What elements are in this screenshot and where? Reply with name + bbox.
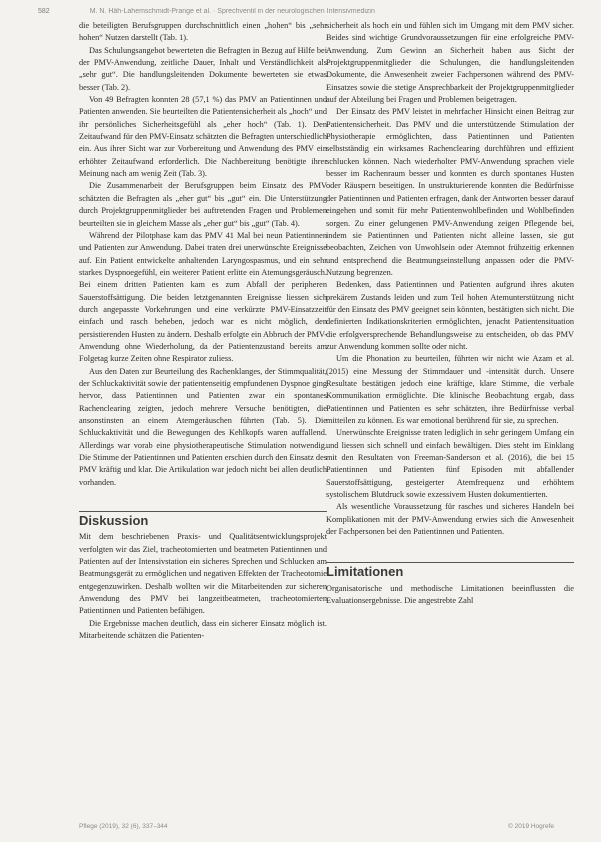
right-paragraph: Organisatorische und methodische Limitationen beeinflussten die Evaluationsergebnisse. Die angestrebte Zahl — [326, 583, 574, 606]
left-paragraph: Während der Pilotphase kam das PMV 41 Mal bei neun Patientinnen und Patienten zur Anwendung. Dabei traten drei unerwünschte Ereignisse auf. Ein Patient entwickelte anhaltenden Laryngospasmus, und ein sehr starkes Dyspnoegefühl, ein weiterer Patient erlitte ein Atemungsgeräusch. Bei einem dritten Patienten kam es zum Abfall der peripheren Sauerstoffsättigung. Die beiden letztgenannten Ereignisse liessen sich durch angepasste Vorkehrungen und eine verkürzte PMV-Einsatzzeit einfach und rasch beheben, jedoch war es nicht möglich, den persistierenden Husten zu ändern. Deshalb erfolgte ein Abbruch der PMV-Anwendung ohne Wiederholung, da der Patientenzustand bereits am Folgetag kurze Zeiten ohne Respirator zuliess. — [79, 230, 327, 364]
publisher-copyright: © 2019 Hogrefe — [508, 823, 554, 830]
section-heading-discussion: Diskussion — [79, 511, 327, 531]
section-heading-limitations: Limitationen — [326, 562, 574, 582]
right-paragraph: Der Einsatz des PMV leistet in mehrfacher Hinsicht einen Beitrag zur Patientensicherheit. Das PMV und die unterstützende Stimulation der Physiotherapie ermöglichten, dass Patientinnen und Patienten selbstständig ein wirksames Rachenclearing durchführen und effizient schlucken können. Nach wiederholter PMV-Anwendung sprachen viele besser im Rachenraum besser und konnten es durch spontanes Husten oder Räuspern beseitigen. In unstrukturierende konnten die Bedürfnisse der Patientinnen und Patienten erfragen, dank der Antworten besser darauf eingehen und somit für mehr Patientenwohlbefinden und Wohlbefinden sorgen. Zu einer gelungenen PMV-Anwendung zeigen Pflegende bei, indem sie Patientinnen und Patienten nicht alleine lassen, sie gut beobachten, Zeichen von Unwohlsein oder Atemnot frühzeitig erkennen und entsprechend die Beatmungseinstellung anpassen oder die PMV-Nutzung begrenzen. — [326, 107, 574, 277]
left-paragraph: Die Zusammenarbeit der Berufsgruppen beim Einsatz des PMV schätzten die Befragten als „eher gut“ bis „gut“ ein. Die Unterstützung durch Projektgruppenmitglieder bei auftretenden Fragen und Problemen beurteilten sie in gleichem Masse als „eher gut“ bis „gut“ (Tab. 4). — [79, 181, 327, 228]
left-paragraph: die beteiligten Berufsgruppen durchschnittlich einen „hohen“ bis „sehr hohen“ Nutzen darstellt (Tab. 1). — [79, 21, 327, 43]
journal-citation: Pflege (2019), 32 (6), 337–344 — [79, 823, 168, 830]
right-paragraph: Bedenken, dass Patientinnen und Patienten aufgrund ihres akuten prekärem Zustands leiden und zum Teil hohen Atemunterstützung nicht für den Einsatz des PMV geeignet sein könnten, bestätigten sich nicht. Die definierten Indikationskriterien ermöglichten, jenacht Patientensituation die erfolgversprechende Behandlungsweise zu entscheiden, ob das PMV zur Anwendung kommen sollte oder nicht. — [326, 280, 575, 351]
left-paragraph: Aus den Daten zur Beurteilung des Rachenklanges, der Stimmqualität, der Schluckaktivität sowie der patientenseitig empfundenen Dyspnoe ging hervor, dass Patientinnen und Patienten zwar ein spontanes Rachenclearing zeigten, jedoch mehrere Versuche benötigten, die ansonstinsten an einem Atemgeräuschen führten (Tab. 5). Die Schluckaktivität und die Bewegungen des Kehlkopfs waren auffallend. Allerdings war vorab eine physiotherapeutische Stimulation notwendig. Die Stimme der Patientinnen und Patienten erschien durch den Einsatz des PMV kräftig und klar. Die Artikulation war jedoch nicht bei allen deutlich vorhanden. — [79, 366, 327, 487]
right-column — [326, 20, 574, 607]
left-paragraph: Von 49 Befragten konnten 28 (57,1 %) das PMV an Patientinnen und Patienten anwenden. Sie beurteilten die Patientensicherheit als „hoch“ und ihr persönliches Sicherheitsgefühl als „eher hoch“ (Tab. 1). Den Zeitaufwand für den PMV-Einsatz schätzten die Befragten unterschiedlich ein. Aus ihrer Sicht war zur Vorbereitung und Anwendung des PMV ein erhöhter Zeitaufwand erforderlich. Die Nachbereitung benötigte ihrer Meinung nach am wenig Zeit (Tab. 3). — [79, 95, 327, 179]
right-paragraph: Um die Phonation zu beurteilen, führten wir nicht wie Azam et al. (2015) eine Messung der Stimmdauer und -intensität durch. Unsere Resultate bestätigen jedoch eine kräftige, klare Stimme, die verbale Kommunikation ermöglichte. Die klinische Beobachtung ergab, dass Patientinnen und Patienten es sehr schätzten, ihre Bedürfnisse verbal mitteilen zu können. Es war emotional berührend für sie, zu sprechen. — [326, 354, 574, 425]
left-paragraph: Das Schulungsangebot bewerteten die Befragten in Bezug auf Hilfe bei der PMV-Anwendung, zeitliche Dauer, Inhalt und Verständlichkeit als „sehr gut“. Die handlungsleitenden Dokumente bewerteten sie etwas besser (Tab. 2). — [79, 45, 327, 92]
left-paragraph: Die Ergebnisse machen deutlich, dass ein sicherer Einsatz möglich ist. Mitarbeitende schätzen die Patienten- — [79, 618, 327, 641]
page-number: 582 — [38, 8, 50, 15]
right-paragraph: sicherheit als hoch ein und fühlen sich im Umgang mit dem PMV sicher. Beides sind wichtige Grundvoraussetzungen für eine erfolgreiche PMV-Anwendung. Zum Gewinn an Sicherheit haben aus Sicht der Projektgruppenmitglieder die Schulungen, die handlungsleitenden Dokumente, die Anwesenheit zweier Fachpersonen während des PMV-Einsatzes sowie die stetige Ansprechbarkeit der Projektgruppenmitglieder auf der Abteilung bei Fragen und Problemen beigetragen. — [326, 21, 574, 105]
right-paragraph: Als wesentliche Voraussetzung für rasches und sicheres Handeln bei Komplikationen mit der PMV-Anwendung erwies sich die Anwesenheit der Fachpersonen bei den Patientinnen und Patienten. — [326, 502, 574, 537]
running-title: M. N. Häh-Lahemschmidt-Prange et al. · Sprechventil in der neurologischen Intensivmedizin — [89, 8, 375, 15]
left-paragraph: Mit dem beschriebenen Praxis- und Qualitätsentwicklungsprojekt verfolgten wir das Ziel, tracheotomierten und beatmeten Patientinnen und Patienten auf der Intensivstation ein sicheres Sprechen und Schlucken am Beatmungsgerät zu ermöglichen und negativen Effekten der Tracheotomie entgegenzuwirken. Deshalb wollten wir die Mitarbeitenden zur sicheren Anwendung des PMV bei langzeitbeatmeten, tracheotomierten Patientinnen und Patienten befähigen. — [79, 532, 327, 616]
page-footer — [0, 823, 601, 835]
right-paragraph: Unerwünschte Ereignisse traten lediglich in sehr geringem Umfang ein und liessen sich schnell und einfach bewältigen. Dies steht im Einklang mit den Resultaten von Freeman-Sanderson et al. (2016), die bei 15 Patientinnen und Patienten fünf Episoden mit abfallender Sauerstoffsättigung, gesteigerter Atemfrequenz und erhöhtem systolischem Blutdruck sowie exzessivem Husten dokumentierten. — [326, 428, 574, 500]
left-column — [79, 20, 327, 643]
